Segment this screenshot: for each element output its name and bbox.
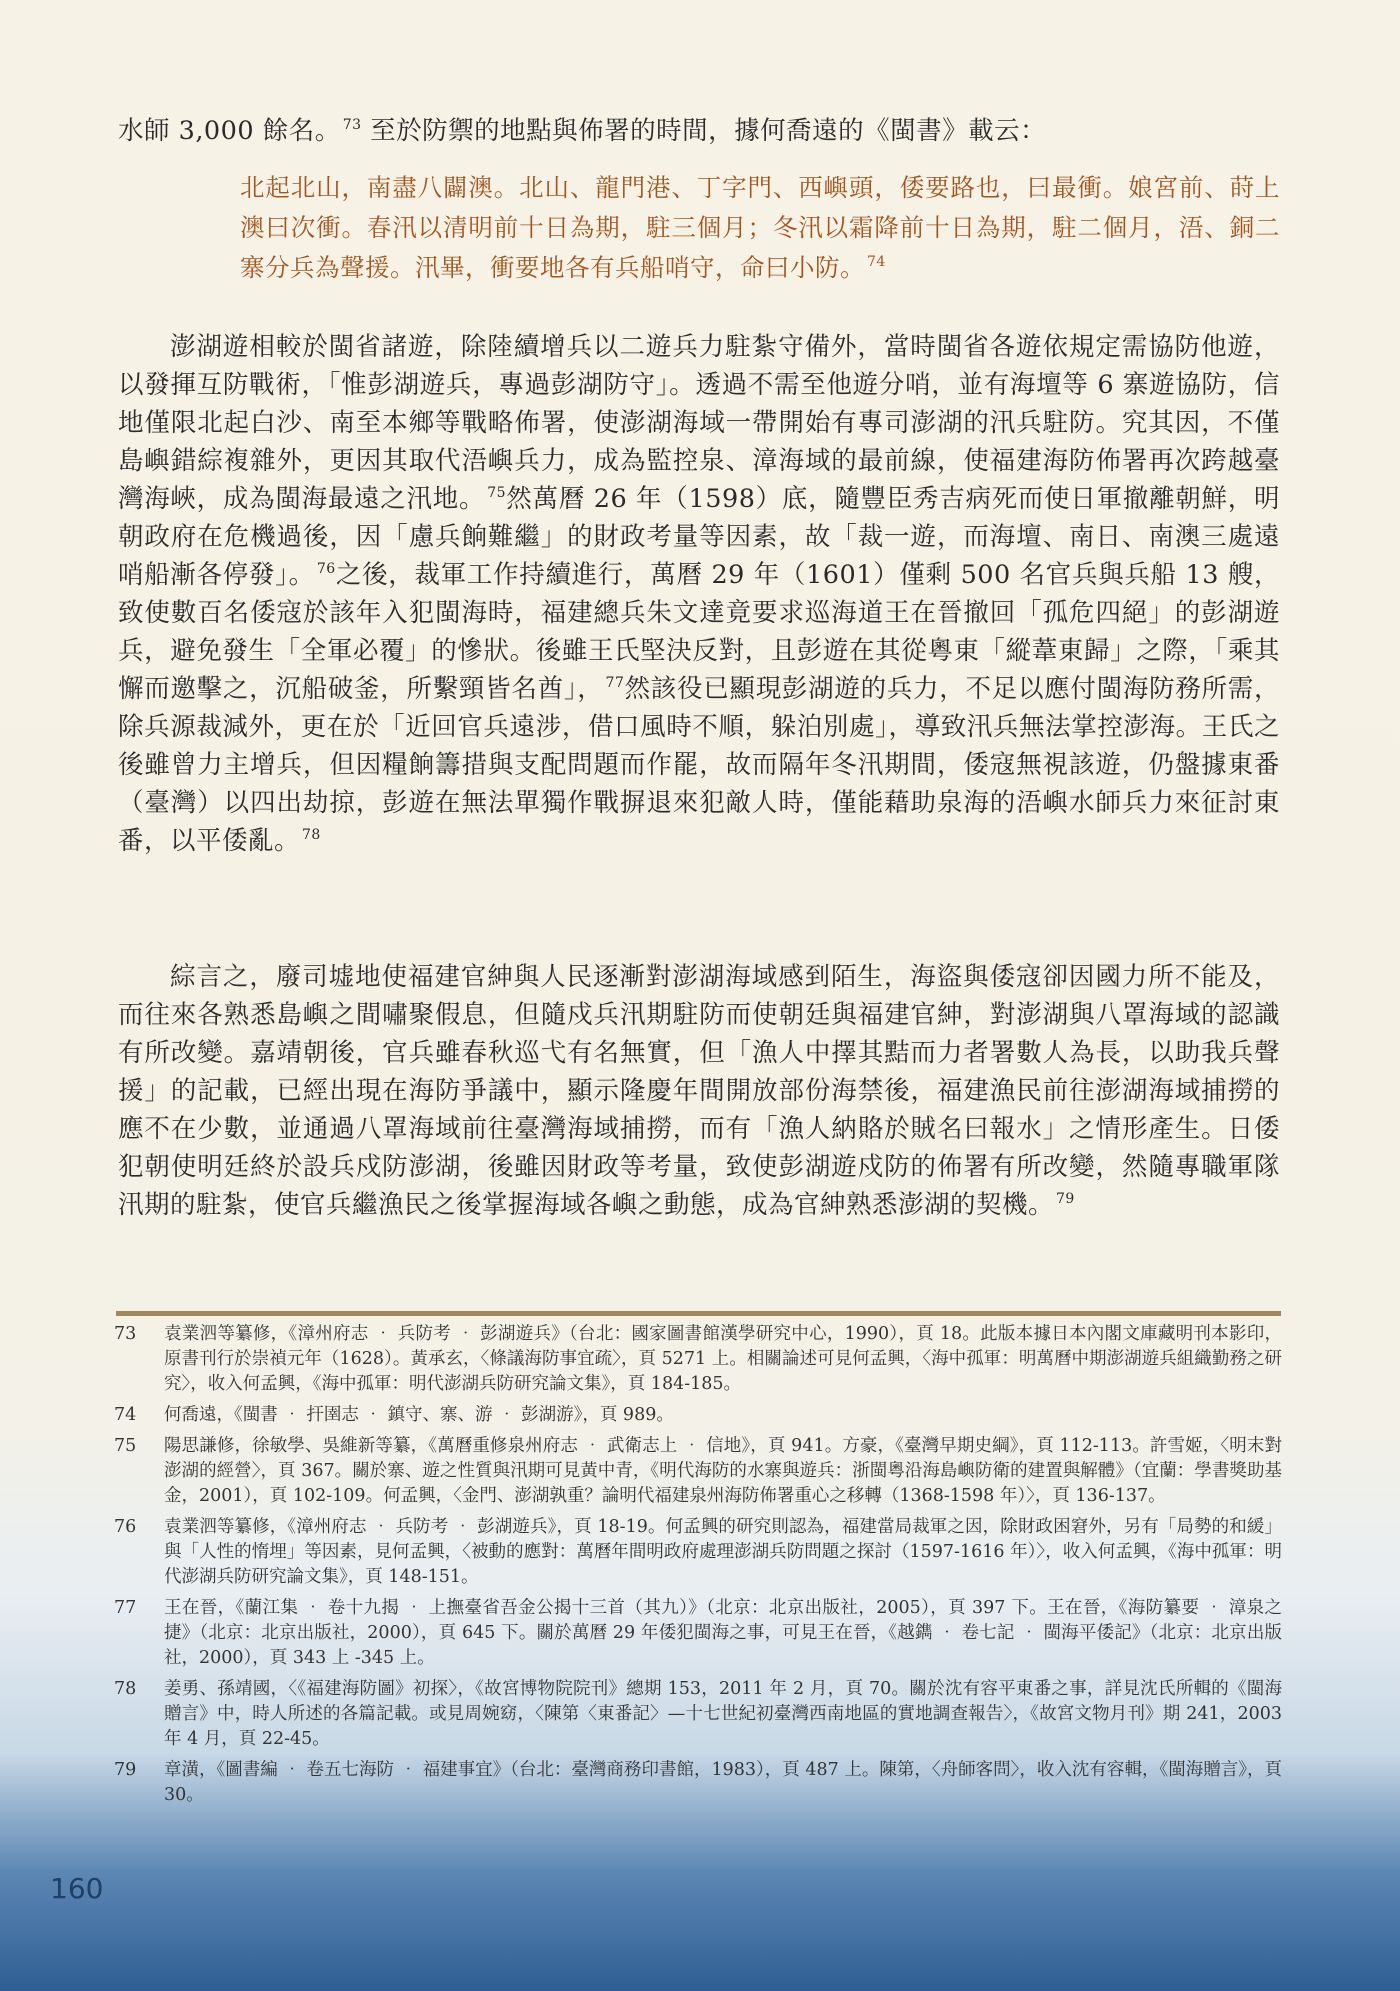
block-quote	[240, 168, 1280, 288]
paragraph-1	[118, 328, 1280, 860]
footnote-74: 74 何喬遠，《閩書 ‧ 扞圉志 ‧ 鎮守、寨、游 ‧ 彭湖游》，頁 989。	[114, 1405, 674, 1425]
page-number: 160	[50, 1872, 104, 1905]
footnote-ref-74[interactable]: 74	[867, 254, 886, 270]
footnote-78: 78 姜勇、孫靖國，〈《福建海防圖》初探〉，《故宮博物院院刊》總期 153，2011 年 2 月，頁 70。關於沈有容平東番之事，詳見沈氏所輯的《閩海贈言》中，時人所述的各篇記載。或見周婉窈，〈陳第〈東番記〉—十七世紀初臺灣西南地區的實地調查報告〉，《故宮文物月刊》期 241，2003 年 4 月，頁 22-45。	[114, 1679, 1282, 1749]
intro-text: 水師 3,000 餘名。	[118, 116, 341, 146]
intro-text-2: 至於防禦的地點與佈署的時間，據何喬遠的《閩書》載云：	[370, 116, 1047, 146]
paragraph-1-text-c: 之後，裁軍工作持續進行，萬曆 29 年（1601）僅剩 500 名官兵與兵船 13 艘，致使數百名倭寇於該年入犯閩海時，福建總兵朱文達竟要求巡海道王在晉撤回「孤危四絕」的彭湖遊兵，避免發生「全軍必覆」的慘狀。後雖王氏堅決反對，且彭遊在其從粵東「縱葦東歸」之際，「乘其懈而邀擊之，沉船破釜，所繫頸皆名酋」，	[118, 560, 1280, 704]
footnotes	[114, 1322, 1282, 1814]
footnote-77: 77 王在晉，《蘭江集 ‧ 卷十九揭 ‧ 上撫臺省吾金公揭十三首（其九）》（北京：北京出版社，2005），頁 397 下。王在晉，《海防纂要 ‧ 漳泉之捷》（北京：北京出版社，2000），頁 645 下。關於萬曆 29 年倭犯閩海之事，可見王在晉，《越鐫 ‧ 卷七記 ‧ 閩海平倭記》（北京：北京出版社，2000），頁 343 上 -345 上。	[114, 1598, 1282, 1668]
footnote-76: 76 袁業泗等纂修，《漳州府志 ‧ 兵防考 ‧ 彭湖遊兵》，頁 18-19。何孟興的研究則認為，福建當局裁軍之因，除財政困窘外，另有「局勢的和緩」與「人性的惰埋」等因素，見何孟興，〈被動的應對：萬曆年間明政府處理澎湖兵防問題之探討（1597-1616 年）〉，收入何孟興，《海中孤軍：明代澎湖兵防研究論文集》，頁 148-151。	[114, 1517, 1282, 1587]
paragraph-1-text-a: 澎湖遊相較於閩省諸遊，除陸續增兵以二遊兵力駐紮守備外，當時閩省各遊依規定需協防他遊，以發揮互防戰術，「惟彭湖遊兵，專過彭湖防守」。透過不需至他遊分哨，並有海壇等 6 寨遊協防，信地僅限北起白沙、南至本鄉等戰略佈署，使澎湖海域一帶開始有專司澎湖的汛兵駐防。究其因，不僅島嶼錯綜複雜外，更因其取代浯嶼兵力，成為監控泉、漳海域的最前線，使福建海防佈署再次跨越臺灣海峽，成為閩海最遠之汛地。	[118, 332, 1280, 514]
footnote-ref-75[interactable]: 75	[487, 485, 507, 501]
intro-paragraph	[118, 112, 1280, 150]
footnote-73: 73 袁業泗等纂修，《漳州府志 ‧ 兵防考 ‧ 彭湖遊兵》（台北：國家圖書館漢學研究中心，1990），頁 18。此版本據日本內閣文庫藏明刊本影印，原書刊行於崇禎元年（1628）。黃承玄，〈條議海防事宜疏〉，頁 5271 上。相關論述可見何孟興，〈海中孤軍：明萬曆中期澎湖遊兵組織勤務之研究〉，收入何孟興，《海中孤軍：明代澎湖兵防研究論文集》，頁 184-185。	[114, 1324, 1282, 1394]
footnote-ref-76[interactable]: 76	[316, 561, 336, 577]
footnote-ref-77[interactable]: 77	[605, 675, 625, 691]
paragraph-2	[118, 958, 1280, 1224]
footnote-ref-73[interactable]: 73	[342, 117, 362, 133]
paragraph-2-text: 綜言之，廢司墟地使福建官紳與人民逐漸對澎湖海域感到陌生，海盜與倭寇卻因國力所不能及，而往來各熟悉島嶼之間嘯聚假息，但隨戍兵汛期駐防而使朝廷與福建官紳，對澎湖與八罩海域的認識有所改變。嘉靖朝後，官兵雖春秋巡弋有名無實，但「漁人中擇其黠而力者署數人為長，以助我兵聲援」的記載，已經出現在海防爭議中，顯示隆慶年間開放部份海禁後，福建漁民前往澎湖海域捕撈的應不在少數，並通過八罩海域前往臺灣海域捕撈，而有「漁人納賂於賊名曰報水」之情形產生。日倭犯朝使明廷終於設兵戍防澎湖，後雖因財政等考量，致使彭湖遊戍防的佈署有所改變，然隨專職軍隊汛期的駐紮，使官兵繼漁民之後掌握海域各嶼之動態，成為官紳熟悉澎湖的契機。	[118, 962, 1280, 1220]
quote-text: 北起北山，南盡八闢澳。北山、龍門港、丁字門、西嶼頭，倭要路也，曰最衝。娘宮前、莳上澳曰次衝。春汛以清明前十日為期，駐三個月；冬汛以霜降前十日為期，駐二個月，浯、銅二寨分兵為聲援。汛畢，衝要地各有兵船哨守，命曰小防。	[240, 173, 1280, 282]
paragraph-1-text-b: 然萬曆 26 年（1598）底，隨豐臣秀吉病死而使日軍撤離朝鮮，明朝政府在危機過後，因「慮兵餉難繼」的財政考量等因素，故「裁一遊，而海壇、南日、南澳三處遠哨船漸各停發」。	[118, 484, 1280, 590]
footnote-ref-79[interactable]: 79	[1056, 1191, 1075, 1207]
footnote-ref-78[interactable]: 78	[302, 827, 321, 843]
footnote-79: 79 章潢，《圖書編 ‧ 卷五七海防 ‧ 福建事宜》（台北：臺灣商務印書館，1983），頁 487 上。陳第，〈舟師客問〉，收入沈有容輯，《閩海贈言》，頁 30。	[114, 1760, 1282, 1805]
footnote-divider	[116, 1311, 1281, 1316]
paragraph-1-text-d: 然該役已顯現彭湖遊的兵力，不足以應付閩海防務所需，除兵源裁減外，更在於「近回官兵遠涉，借口風時不順，躲泊別處」，導致汛兵無法掌控澎海。王氏之後雖曾力主增兵，但因糧餉籌措與支配問題而作罷，故而隔年冬汛期間，倭寇無視該遊，仍盤據東番（臺灣）以四出劫掠，彭遊在無法單獨作戰摒退來犯敵人時，僅能藉助泉海的浯嶼水師兵力來征討東番，以平倭亂。	[118, 674, 1280, 856]
footnote-75: 75 陽思謙修，徐敏學、吳維新等纂，《萬曆重修泉州府志 ‧ 武衛志上 ‧ 信地》，頁 941。方豪，《臺灣早期史綱》，頁 112-113。許雪姬，〈明末對澎湖的經營〉，頁 367。關於寨、遊之性質與汛期可見黃中青，《明代海防的水寨與遊兵：浙閩粵沿海島嶼防衛的建置與解體》（宜蘭：學書獎助基金，2001），頁 102-109。何孟興，〈金門、澎湖孰重？論明代福建泉州海防佈署重心之移轉（1368-1598 年）〉，頁 136-137。	[114, 1436, 1282, 1506]
